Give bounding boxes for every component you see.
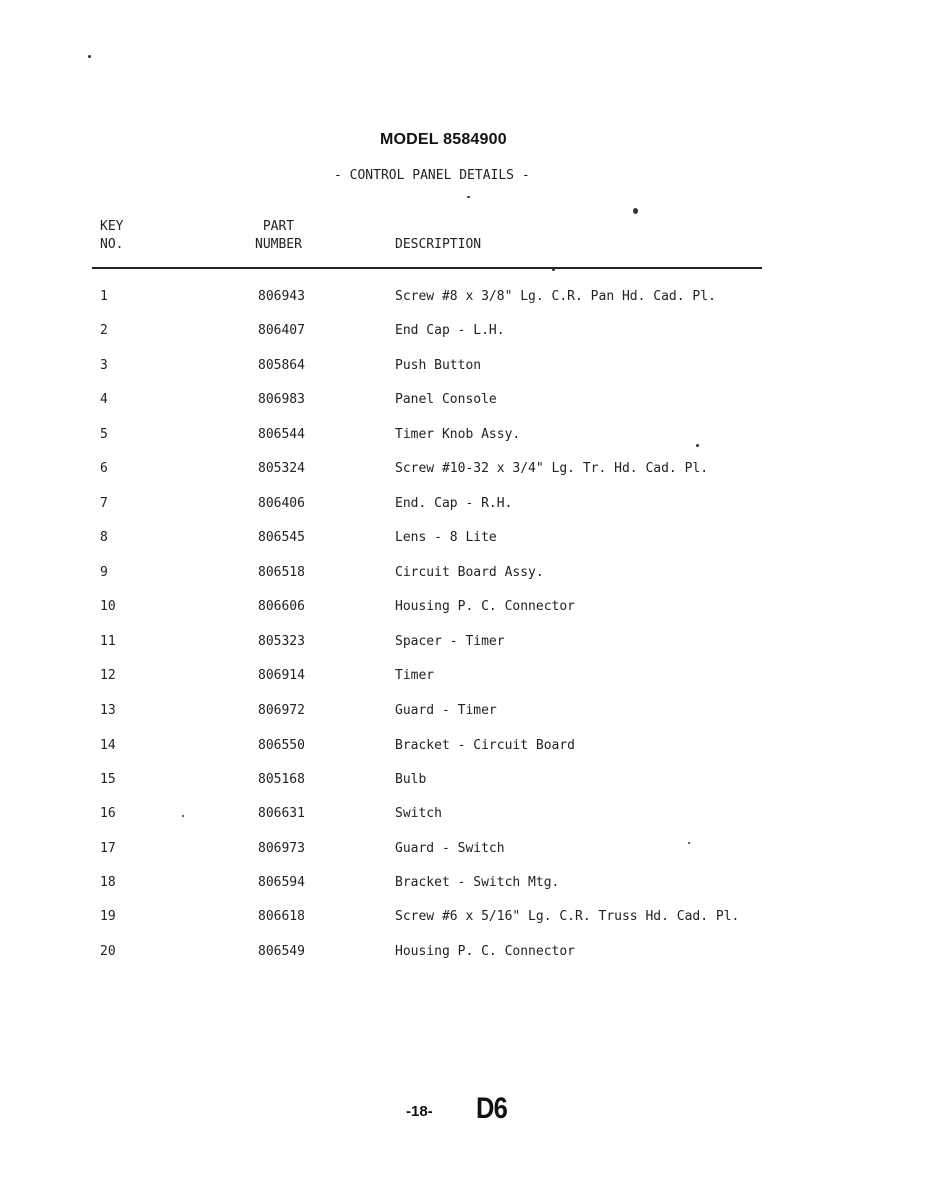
scan-speck [696,444,699,447]
key-number: 13 [100,703,116,718]
key-number: 19 [100,909,116,924]
key-number: 3 [100,358,108,373]
table-row [0,738,943,760]
scan-speck [688,842,690,844]
part-number: 806972 [258,703,305,718]
key-number: 20 [100,944,116,959]
key-number: 1 [100,289,108,304]
part-header-line1: PART [262,219,295,234]
part-number: 806618 [258,909,305,924]
part-description: Lens - 8 Lite [395,530,497,545]
key-number: 14 [100,738,116,753]
part-number: 806545 [258,530,305,545]
part-number-header [255,218,302,254]
scan-speck [182,815,184,817]
part-description: Housing P. C. Connector [395,599,576,614]
scan-speck [467,196,470,198]
table-row [0,289,943,311]
part-description: Switch [395,806,442,821]
table-row [0,841,943,863]
key-number: 9 [100,565,108,580]
key-header-line2: NO. [100,237,124,252]
part-number: 806973 [258,841,305,856]
table-row [0,392,943,414]
part-number: 805168 [258,772,305,787]
part-number: 806914 [258,668,305,683]
table-row [0,358,943,380]
part-number: 805864 [258,358,305,373]
table-row [0,323,943,345]
description-header: DESCRIPTION [395,237,482,252]
part-description: Screw #10-32 x 3/4" Lg. Tr. Hd. Cad. Pl. [395,461,709,476]
part-number: 806943 [258,289,305,304]
header-divider [92,267,762,269]
key-number: 18 [100,875,116,890]
table-row [0,944,943,966]
scan-speck [88,55,91,58]
key-number: 16 [100,806,116,821]
key-number: 4 [100,392,108,407]
key-no-header [100,218,123,254]
table-row [0,772,943,794]
part-number: 806544 [258,427,305,442]
scan-speck [633,208,638,214]
key-number: 5 [100,427,108,442]
key-header-line1: KEY [100,219,124,234]
part-description: End Cap - L.H. [395,323,505,338]
part-description: Screw #6 x 5/16" Lg. C.R. Truss Hd. Cad. Pl. [395,909,740,924]
table-row [0,634,943,656]
part-number: 806594 [258,875,305,890]
part-description: Spacer - Timer [395,634,505,649]
part-number: 806631 [258,806,305,821]
table-row [0,427,943,449]
part-description: Housing P. C. Connector [395,944,576,959]
part-description: Circuit Board Assy. [395,565,544,580]
key-number: 8 [100,530,108,545]
table-row [0,565,943,587]
part-description: Bulb [395,772,427,787]
key-number: 10 [100,599,116,614]
part-number: 806406 [258,496,305,511]
scan-speck [552,268,555,271]
table-row [0,599,943,621]
part-description: End. Cap - R.H. [395,496,513,511]
key-number: 11 [100,634,116,649]
part-description: Guard - Switch [395,841,505,856]
model-title: MODEL 8584900 [380,131,507,148]
key-number: 12 [100,668,116,683]
table-row [0,461,943,483]
table-row [0,668,943,690]
part-number: 805324 [258,461,305,476]
part-number: 806983 [258,392,305,407]
key-number: 7 [100,496,108,511]
part-number: 806606 [258,599,305,614]
table-row [0,530,943,552]
part-description: Panel Console [395,392,497,407]
table-row [0,806,943,828]
table-row [0,496,943,518]
key-number: 17 [100,841,116,856]
part-description: Bracket - Circuit Board [395,738,576,753]
part-description: Push Button [395,358,482,373]
part-number: 806518 [258,565,305,580]
part-description: Screw #8 x 3/8" Lg. C.R. Pan Hd. Cad. Pl. [395,289,716,304]
part-header-line2: NUMBER [255,237,302,252]
section-subtitle: - CONTROL PANEL DETAILS - [334,168,530,183]
part-number: 805323 [258,634,305,649]
table-row [0,875,943,897]
key-number: 2 [100,323,108,338]
part-description: Timer Knob Assy. [395,427,521,442]
part-number: 806549 [258,944,305,959]
table-row [0,909,943,931]
table-row [0,703,943,725]
key-number: 6 [100,461,108,476]
part-number: 806550 [258,738,305,753]
part-number: 806407 [258,323,305,338]
page-number: -18- [406,1103,433,1120]
part-description: Bracket - Switch Mtg. [395,875,560,890]
part-description: Guard - Timer [395,703,497,718]
document-code: D6 [476,1092,507,1125]
key-number: 15 [100,772,116,787]
part-description: Timer [395,668,435,683]
